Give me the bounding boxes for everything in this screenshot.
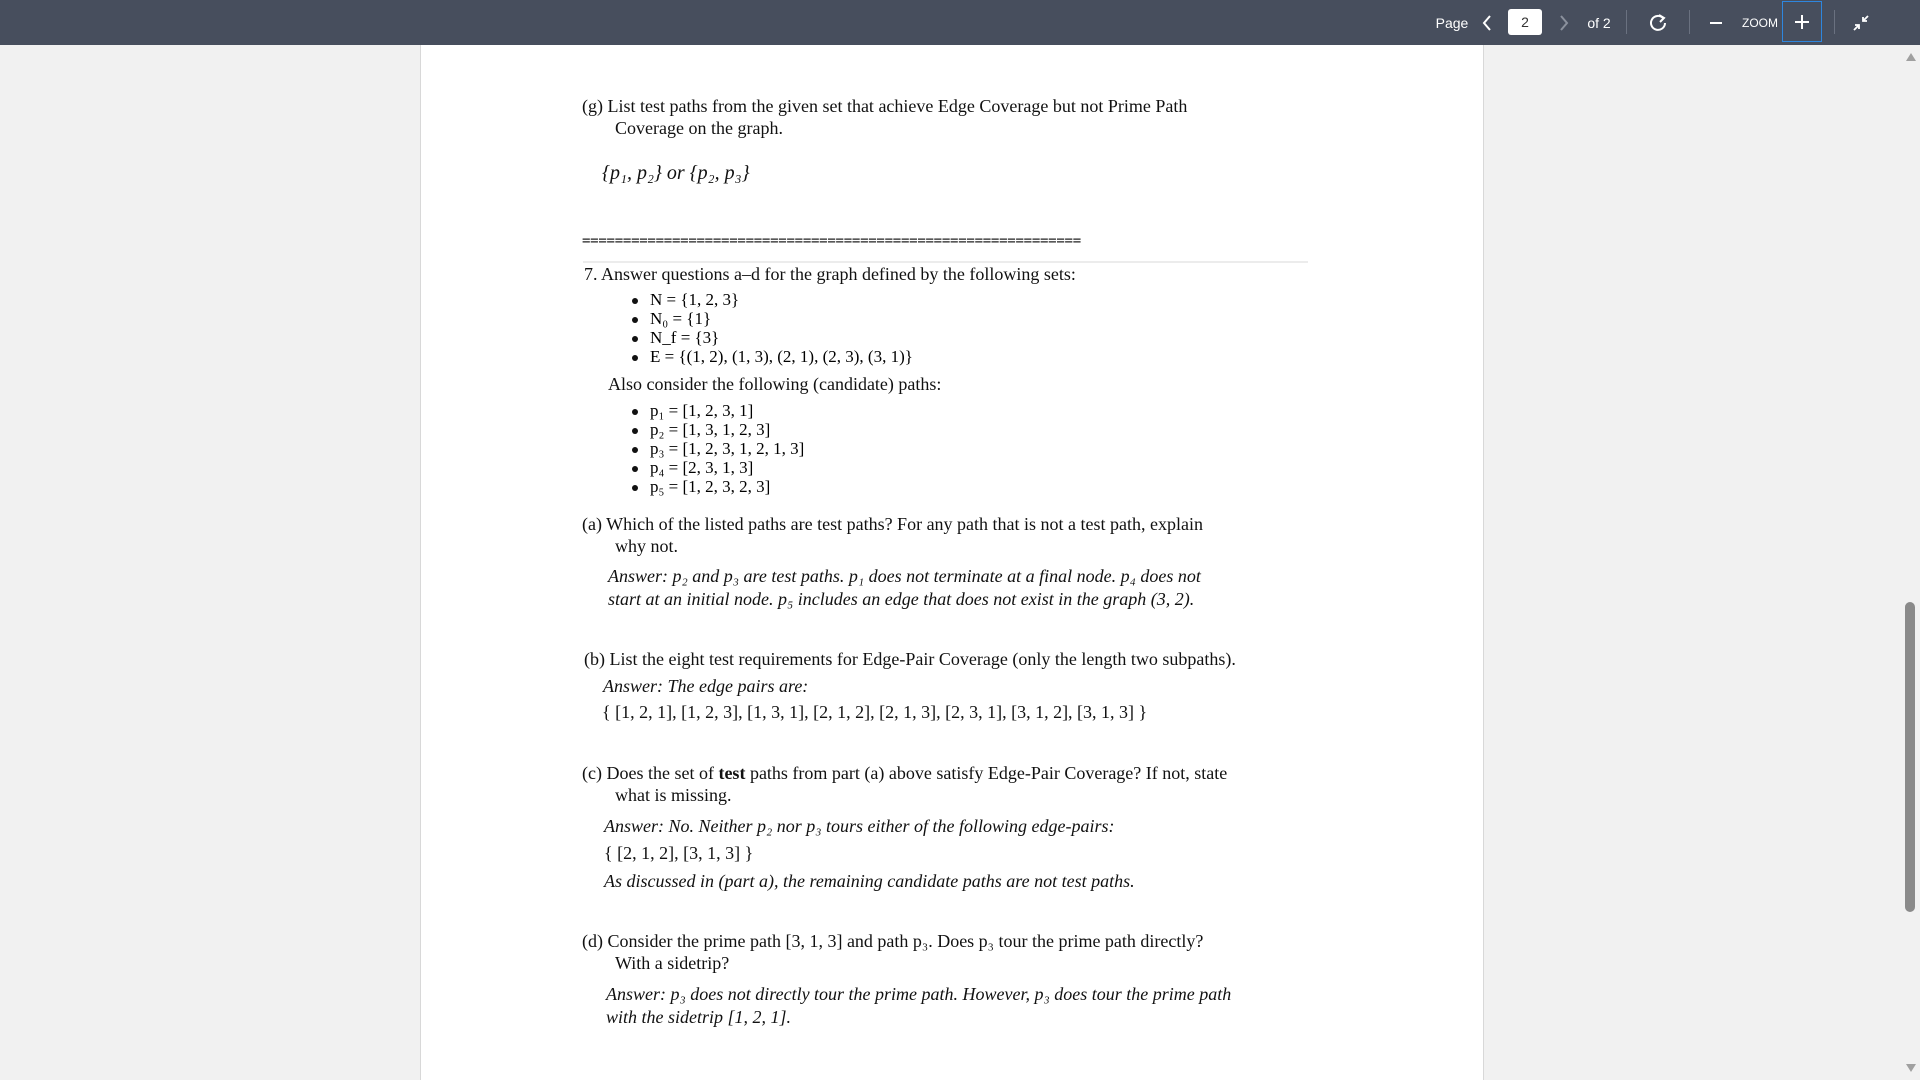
question-g-line1: (g) List test paths from the given set that achieve Edge Coverage but not Prime Path [582, 96, 1188, 116]
question-7-title: 7. Answer questions a–d for the graph defined by the following sets: [584, 264, 1076, 284]
question-d-line2: With a sidetrip? [615, 953, 730, 973]
rotate-icon [1648, 13, 1668, 33]
question-a-answer-line2: start at an initial node. p₅ includes an edge that does not exist in the graph (3, 2). [608, 589, 1195, 609]
plus-icon [1794, 14, 1810, 30]
path-item [632, 401, 753, 421]
question-d-line1: (d) Consider the prime path [3, 1, 3] and path p₃. Does p₃ tour the prime path directly? [582, 931, 1204, 951]
path-item [632, 420, 770, 440]
previous-page-button[interactable] [1476, 0, 1498, 45]
scroll-down-arrow-icon[interactable] [1906, 1064, 1916, 1072]
question-b-answer-label: Answer: The edge pairs are: [603, 676, 809, 696]
question-c-line2: what is missing. [615, 785, 732, 805]
question-b-answer-pairs: { [1, 2, 1], [1, 2, 3], [1, 3, 1], [2, 1, 2], [2, 1, 3], [2, 3, 1], [3, 1, 2], [3, 1, 3] } [602, 702, 1148, 722]
page-number-input[interactable] [1508, 9, 1542, 35]
set-item [632, 347, 913, 367]
question-c-answer-line1: Answer: No. Neither p₂ nor p₃ tours either of the following edge-pairs: [604, 816, 1115, 836]
exit-fullscreen-button[interactable] [1848, 0, 1874, 45]
set-item-text: N_f = {3} [650, 328, 720, 347]
path-item [632, 439, 804, 459]
bullet-icon [632, 447, 638, 453]
toolbar-divider [1689, 10, 1690, 34]
zoom-label: ZOOM [1742, 15, 1778, 30]
document-viewer[interactable] [0, 45, 1920, 1080]
pdf-page [420, 45, 1484, 1080]
path-item-text: p₂ = [1, 3, 1, 2, 3] [650, 420, 771, 439]
zoom-out-button[interactable] [1704, 0, 1728, 45]
set-item-text: E = {(1, 2), (1, 3), (2, 1), (2, 3), (3, 1)} [650, 347, 913, 366]
question-a-line2: why not. [615, 536, 678, 556]
set-item [632, 328, 719, 348]
question-b: (b) List the eight test requirements for Edge-Pair Coverage (only the length two subpaths). [584, 649, 1236, 669]
vertical-scrollbar[interactable] [1902, 45, 1920, 1080]
rotate-button[interactable] [1645, 0, 1671, 45]
question-d-answer-line2: with the sidetrip [1, 2, 1]. [606, 1007, 792, 1027]
chevron-left-icon [1482, 15, 1492, 31]
path-item-text: p₁ = [1, 2, 3, 1] [650, 401, 754, 420]
collapse-icon [1852, 14, 1870, 32]
set-item [632, 290, 739, 310]
bullet-icon [632, 409, 638, 415]
section-separator: ============================================================= [582, 233, 1081, 249]
question-c-bold-text: test [718, 763, 746, 783]
next-page-button[interactable] [1553, 0, 1575, 45]
question-g-answer: {p₁, p₂} or {p₂, p₃} [602, 162, 750, 184]
path-item [632, 458, 753, 478]
minus-icon [1709, 16, 1723, 30]
question-a-answer-line1: Answer: p₂ and p₃ are test paths. p₁ does not terminate at a final node. p₄ does not [608, 566, 1201, 586]
question-g-line2: Coverage on the graph. [615, 118, 783, 138]
candidate-paths-intro: Also consider the following (candidate) paths: [608, 374, 942, 394]
bullet-icon [632, 336, 638, 342]
path-item-text: p₅ = [1, 2, 3, 2, 3] [650, 477, 771, 496]
zoom-in-button[interactable] [1782, 1, 1822, 42]
path-item [632, 477, 770, 497]
question-c-text: paths from part (a) above satisfy Edge-Pair Coverage? If not, state [745, 763, 1228, 783]
scroll-up-arrow-icon[interactable] [1906, 53, 1916, 61]
bullet-icon [632, 317, 638, 323]
question-a-line1: (a) Which of the listed paths are test paths? For any path that is not a test path, explain [582, 514, 1203, 534]
toolbar-divider [1626, 10, 1627, 34]
question-d-answer-line1: Answer: p₃ does not directly tour the prime path. However, p₃ does tour the prime path [606, 984, 1232, 1004]
question-c-answer-line2: { [2, 1, 2], [3, 1, 3] } [604, 843, 754, 863]
page-label: Page [1435, 14, 1469, 31]
bullet-icon [632, 466, 638, 472]
bullet-icon [632, 355, 638, 361]
bullet-icon [632, 298, 638, 304]
question-c-text: (c) Does the set of [582, 763, 719, 783]
pdf-toolbar [0, 0, 1920, 45]
set-item-text: N = {1, 2, 3} [650, 290, 740, 309]
question-c-answer-line3: As discussed in (part a), the remaining candidate paths are not test paths. [604, 871, 1135, 891]
toolbar-divider [1834, 10, 1835, 34]
set-item [632, 309, 711, 329]
path-item-text: p₃ = [1, 2, 3, 1, 2, 1, 3] [650, 439, 805, 458]
path-item-text: p₄ = [2, 3, 1, 3] [650, 458, 754, 477]
page-count-label: of 2 [1587, 14, 1611, 31]
set-item-text: N₀ = {1} [650, 309, 712, 328]
bullet-icon [632, 428, 638, 434]
scrollbar-thumb[interactable] [1905, 602, 1915, 912]
question-c-line1 [582, 762, 1227, 784]
bullet-icon [632, 485, 638, 491]
chevron-right-icon [1559, 15, 1569, 31]
